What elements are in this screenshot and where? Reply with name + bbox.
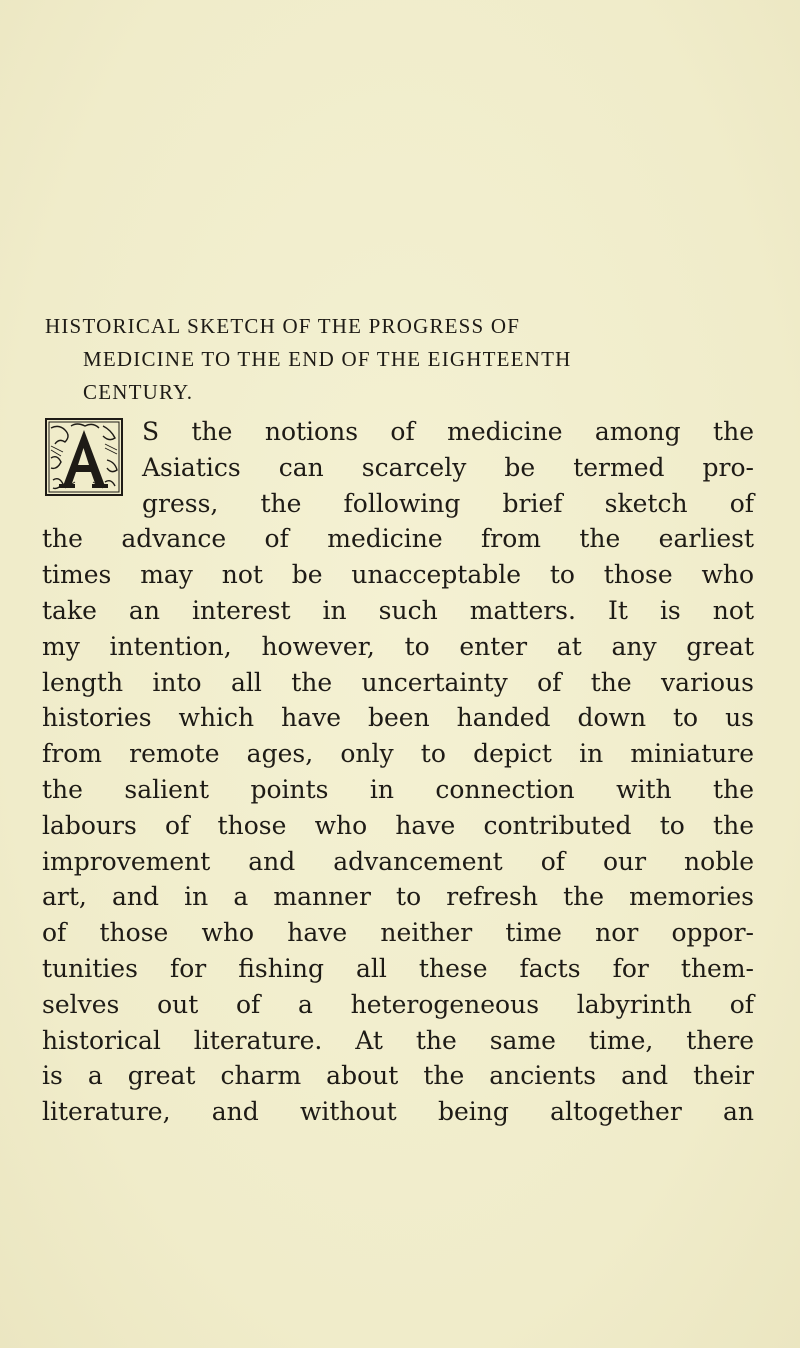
opening-paragraph: [42, 414, 762, 1130]
text-line: gress, the following brief sketch of: [142, 488, 754, 518]
text-line: the advance of medicine from the earliest: [42, 524, 754, 554]
text-line: S the notions of medicine among the: [142, 417, 754, 446]
text-line: of those who have neither time nor oppor-: [42, 918, 754, 948]
text-line: from remote ages, only to depict in miniature: [42, 739, 754, 769]
text-line: my intention, however, to enter at any great: [42, 631, 754, 661]
text-line: improvement and advancement of our noble: [42, 846, 754, 876]
heading-line-3: CENTURY.: [83, 380, 194, 404]
text-line: take an interest in such matters. It is not: [42, 595, 754, 625]
text-line: histories which have been handed down to us: [42, 703, 754, 733]
text-line: art, and in a manner to refresh the memories: [42, 882, 754, 912]
text-line: historical literature. At the same time, there: [42, 1025, 754, 1055]
heading-line-2: MEDICINE TO THE END OF THE EIGHTEENTH: [83, 347, 572, 371]
text-line: labours of those who have contributed to the: [42, 810, 754, 840]
text-line: Asiatics can scarcely be termed pro-: [142, 452, 754, 482]
text-line: literature, and without being altogether an: [42, 1097, 754, 1127]
chapter-heading: [45, 310, 765, 409]
text-line: is a great charm about the ancients and their: [42, 1061, 754, 1091]
heading-line-1: HISTORICAL SKETCH OF THE PROGRESS OF: [45, 314, 521, 338]
text-line: length into all the uncertainty of the various: [42, 667, 754, 697]
text-line: selves out of a heterogeneous labyrinth of: [42, 989, 754, 1019]
text-line: times may not be unacceptable to those who: [42, 560, 754, 590]
text-line: the salient points in connection with the: [42, 774, 754, 804]
text-line: tunities for fishing all these facts for them-: [42, 953, 754, 983]
